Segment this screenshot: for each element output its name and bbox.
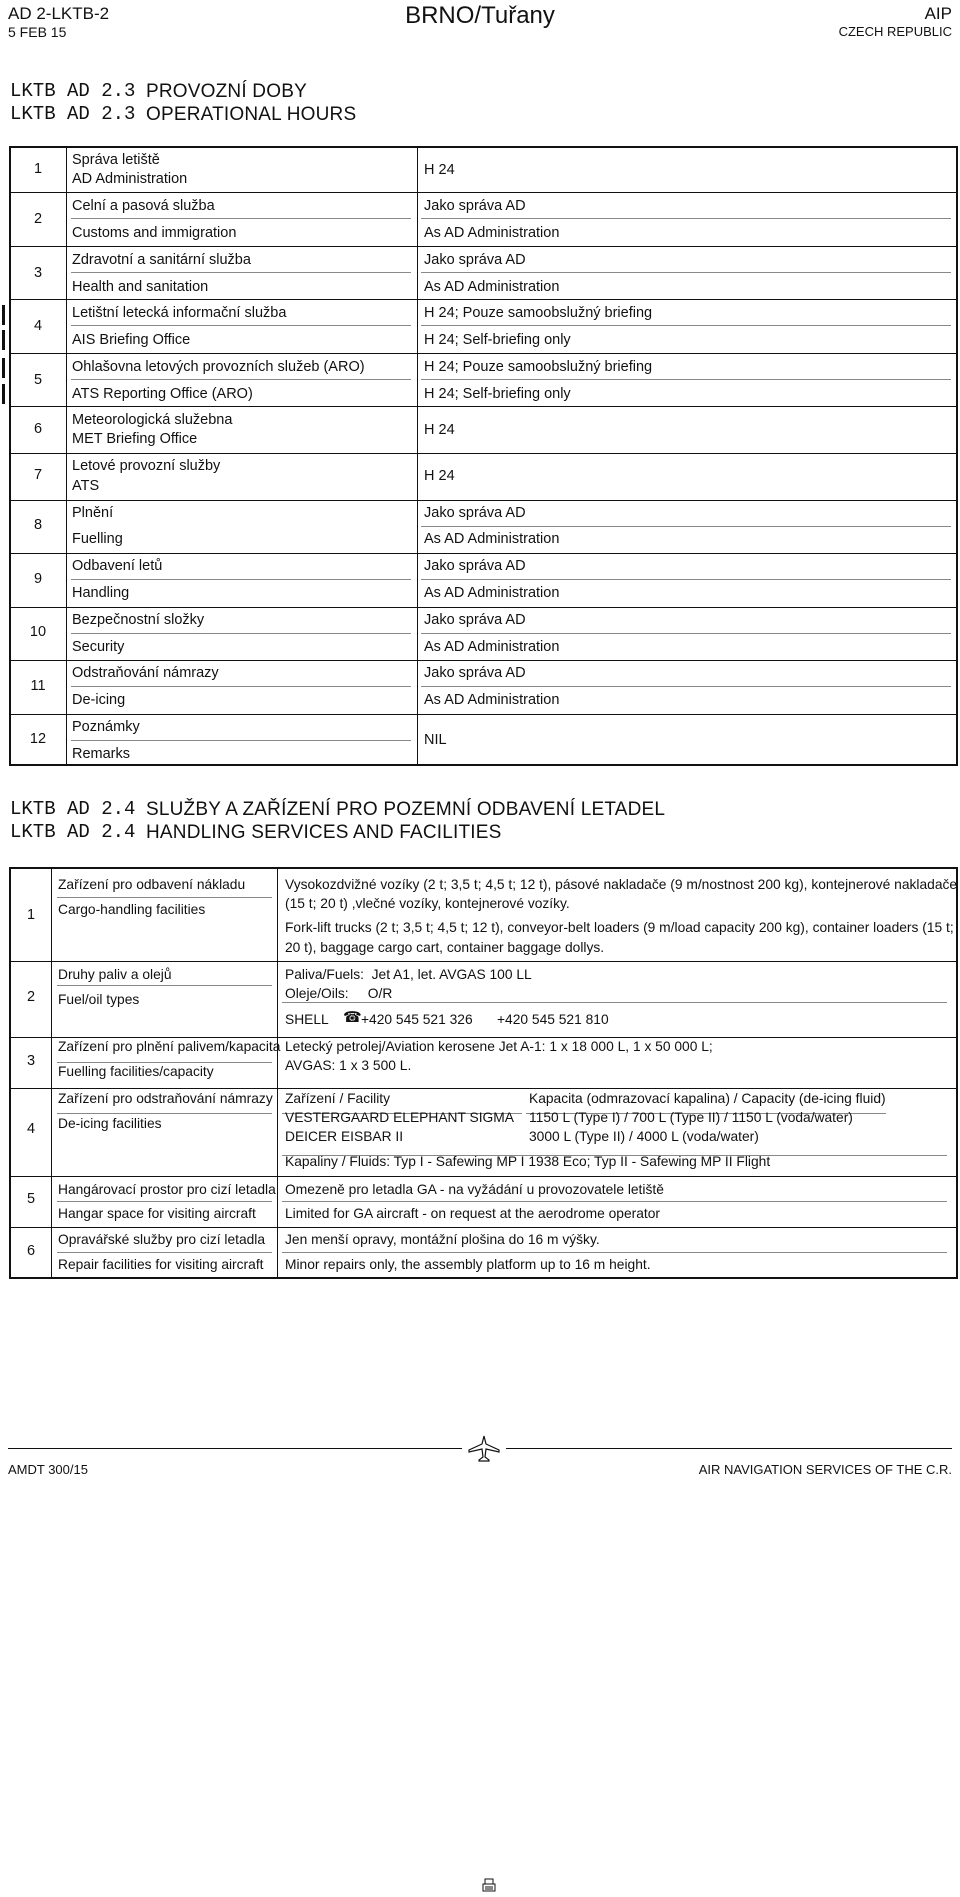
value-line: Fork-lift trucks (2 t; 3,5 t; 4,5 t; 12 t), conveyor-belt loaders (9 m/load capacity 200 kg), container loaders (15 t;	[285, 920, 954, 935]
label-cz: Hangárovací prostor pro cizí letadla	[58, 1182, 276, 1197]
row-number: 9	[33, 571, 43, 587]
value-en: H 24; Self-briefing only	[424, 332, 571, 348]
value-en: As AD Administration	[424, 692, 560, 708]
change-bar	[2, 330, 5, 350]
label-en: Hangar space for visiting aircraft	[58, 1206, 256, 1221]
phone-number: +420 545 521 326	[361, 1012, 473, 1027]
row-number: 8	[33, 517, 43, 533]
label-en: AD Administration	[72, 171, 188, 187]
section-code-en: LKTB AD 2.4	[10, 821, 136, 843]
value-cz: Jako správa AD	[424, 198, 526, 214]
row-number: 7	[33, 467, 43, 483]
value-cz: NIL	[424, 732, 447, 748]
value-en: As AD Administration	[424, 585, 560, 601]
value-cz: Omezeně pro letadla GA - na vyžádání u provozovatele letiště	[285, 1182, 664, 1197]
label-en: AIS Briefing Office	[72, 332, 191, 348]
row-number: 10	[29, 624, 47, 640]
row-number: 5	[33, 372, 43, 388]
value-line: 20 t), baggage cargo cart, container baggage dollys.	[285, 940, 605, 955]
label-cz: Odbavení letů	[72, 558, 163, 574]
row-number: 3	[33, 265, 43, 281]
change-bar	[2, 305, 5, 325]
label-cz: Ohlašovna letových provozních služeb (ARO)	[72, 359, 365, 375]
label-cz: Zařízení pro plnění palivem/kapacita	[58, 1039, 281, 1054]
section-code-cz: LKTB AD 2.3	[10, 80, 136, 102]
value-en: Limited for GA aircraft - on request at the aerodrome operator	[285, 1206, 661, 1221]
label-cz: Letištní letecká informační služba	[72, 305, 287, 321]
section-code-cz: LKTB AD 2.4	[10, 798, 136, 820]
label-en: Handling	[72, 585, 130, 601]
page-title: BRNO/Tuřany	[405, 2, 555, 29]
value-cz: Jako správa AD	[424, 252, 526, 268]
label-en: Fuelling	[72, 531, 123, 547]
label-cz: Meteorologická služebna	[72, 412, 233, 428]
label-cz: Bezpečnostní složky	[72, 612, 205, 628]
value-line: (15 t; 20 t) ,vlečné vozíky, kontejnerové vozíky.	[285, 896, 570, 911]
phone-icon: ☎	[343, 1009, 362, 1026]
row-number: 1	[33, 161, 43, 177]
label-cz: Poznámky	[72, 719, 140, 735]
fax-icon	[482, 1878, 496, 1897]
oil-types: Oleje/Oils: O/R	[285, 986, 393, 1001]
label-cz: Celní a pasová služba	[72, 198, 215, 214]
row-number: 2	[26, 989, 36, 1005]
row-number: 6	[33, 421, 43, 437]
section-title-en: OPERATIONAL HOURS	[146, 104, 357, 125]
row-number: 6	[26, 1243, 36, 1259]
value-en: H 24; Self-briefing only	[424, 386, 571, 402]
label-en: Customs and immigration	[72, 225, 237, 241]
section-title-cz: PROVOZNÍ DOBY	[146, 81, 307, 102]
handling-services-table	[9, 867, 958, 1279]
label-en: Cargo-handling facilities	[58, 902, 206, 917]
value-cz: H 24; Pouze samoobslužný briefing	[424, 305, 653, 321]
row-number: 3	[26, 1053, 36, 1069]
label-cz: Opravářské služby pro cizí letadla	[58, 1232, 266, 1247]
label-cz: Druhy paliv a olejů	[58, 967, 172, 982]
label-en: ATS Reporting Office (ARO)	[72, 386, 253, 402]
operational-hours-table	[9, 146, 958, 766]
value-en: Minor repairs only, the assembly platform up to 16 m height.	[285, 1257, 651, 1272]
value-en: As AD Administration	[424, 639, 560, 655]
aircraft-logo-icon	[462, 1434, 506, 1467]
country-name: CZECH REPUBLIC	[838, 24, 952, 39]
value-en: As AD Administration	[424, 279, 560, 295]
facility-name: VESTERGAARD ELEPHANT SIGMA	[285, 1110, 514, 1125]
change-bar	[2, 384, 5, 404]
label-en: Fuelling facilities/capacity	[58, 1064, 214, 1079]
section-title-en: HANDLING SERVICES AND FACILITIES	[146, 822, 502, 843]
label-en: Fuel/oil types	[58, 992, 140, 1007]
row-number: 4	[33, 318, 43, 334]
amendment-number: AMDT 300/15	[8, 1462, 88, 1477]
label-en: MET Briefing Office	[72, 431, 198, 447]
row-number: 12	[29, 731, 47, 747]
value-cz: H 24	[424, 468, 455, 484]
label-en: De-icing	[72, 692, 126, 708]
row-number: 5	[26, 1191, 36, 1207]
deicing-fluids: Kapaliny / Fluids: Typ I - Safewing MP I 1938 Eco; Typ II - Safewing MP II Flight	[285, 1154, 771, 1169]
document-code: AD 2-LKTB-2	[8, 4, 110, 23]
value-cz: Jako správa AD	[424, 505, 526, 521]
label-en: Health and sanitation	[72, 279, 209, 295]
label-en: Repair facilities for visiting aircraft	[58, 1257, 264, 1272]
label-cz: Letové provozní služby	[72, 458, 221, 474]
value-cz: Jen menší opravy, montážní plošina do 16 m výšky.	[285, 1232, 600, 1247]
row-number: 1	[26, 907, 36, 923]
label-en: Remarks	[72, 746, 131, 762]
value-cz: H 24	[424, 422, 455, 438]
value-cz: H 24	[424, 162, 455, 178]
value-line: AVGAS: 1 x 3 500 L.	[285, 1058, 412, 1073]
label-cz: Odstraňování námrazy	[72, 665, 219, 681]
facility-header: Zařízení / Facility	[285, 1091, 391, 1106]
value-cz: Jako správa AD	[424, 612, 526, 628]
label-cz: Zařízení pro odbavení nákladu	[58, 877, 246, 892]
value-cz: H 24; Pouze samoobslužný briefing	[424, 359, 653, 375]
label-en: Security	[72, 639, 125, 655]
row-number: 4	[26, 1121, 36, 1137]
publication-name: AIP	[924, 4, 952, 23]
fuel-types: Paliva/Fuels: Jet A1, let. AVGAS 100 LL	[285, 967, 532, 982]
label-en: ATS	[72, 478, 100, 494]
facility-capacity: 3000 L (Type II) / 4000 L (voda/water)	[529, 1129, 759, 1144]
facility-name: DEICER EISBAR II	[285, 1129, 404, 1144]
section-title-cz: SLUŽBY A ZAŘÍZENÍ PRO POZEMNÍ ODBAVENÍ LETADEL	[146, 799, 666, 820]
publisher-name: AIR NAVIGATION SERVICES OF THE C.R.	[698, 1462, 952, 1477]
value-line: Vysokozdvižné vozíky (2 t; 3,5 t; 4,5 t; 12 t), pásové nakladače (9 m/nostnost 200 kg), kontejnerové nakladače	[285, 877, 958, 892]
row-number: 2	[33, 211, 43, 227]
row-number: 11	[30, 678, 46, 694]
label-cz: Zdravotní a sanitární služba	[72, 252, 251, 268]
supplier-name: SHELL	[285, 1012, 329, 1027]
facility-capacity: 1150 L (Type I) / 700 L (Type II) / 1150 L (voda/water)	[529, 1110, 853, 1125]
change-bar	[2, 358, 5, 378]
label-cz: Správa letiště	[72, 152, 160, 168]
value-en: As AD Administration	[424, 531, 560, 547]
label-cz: Zařízení pro odstraňování námrazy	[58, 1091, 273, 1106]
fax-number: +420 545 521 810	[497, 1012, 609, 1027]
capacity-header: Kapacita (odmrazovací kapalina) / Capacity (de-icing fluid)	[529, 1091, 886, 1106]
value-line: Letecký petrolej/Aviation kerosene Jet A-1: 1 x 18 000 L, 1 x 50 000 L;	[285, 1039, 713, 1054]
label-cz: Plnění	[72, 505, 114, 521]
label-en: De-icing facilities	[58, 1116, 162, 1131]
publication-date: 5 FEB 15	[8, 24, 67, 40]
value-en: As AD Administration	[424, 225, 560, 241]
value-cz: Jako správa AD	[424, 558, 526, 574]
section-code-en: LKTB AD 2.3	[10, 103, 136, 125]
value-cz: Jako správa AD	[424, 665, 526, 681]
